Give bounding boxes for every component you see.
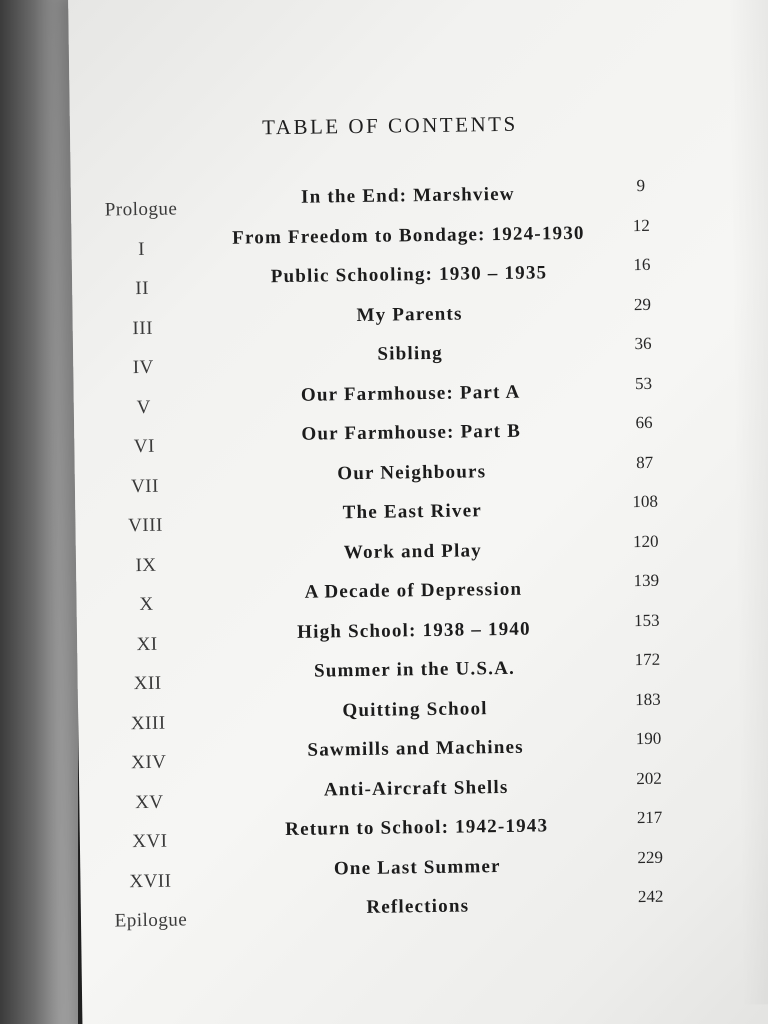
chapter-number: VII xyxy=(130,475,160,497)
chapter-number: XIII xyxy=(130,712,166,734)
page-number: 53 xyxy=(634,373,653,393)
chapter-title: Our Neighbours xyxy=(337,460,487,484)
page-number: 87 xyxy=(636,452,654,472)
page-number: 229 xyxy=(637,847,664,867)
chapter-number: I xyxy=(138,238,146,260)
page-number: 190 xyxy=(635,728,662,749)
toc-entry xyxy=(101,886,721,940)
toc-list xyxy=(91,175,721,940)
chapter-number: X xyxy=(139,593,154,616)
page-number: 120 xyxy=(632,531,659,551)
page-number: 36 xyxy=(634,333,652,354)
chapter-number: XI xyxy=(136,633,158,655)
chapter-title: Sawmills and Machines xyxy=(307,736,524,761)
chapter-number: IV xyxy=(132,356,154,379)
page-number: 153 xyxy=(633,610,660,630)
page-number: 183 xyxy=(635,689,661,709)
page-number: 242 xyxy=(637,886,664,907)
chapter-title: High School: 1938 – 1940 xyxy=(297,618,531,643)
page-number: 16 xyxy=(633,254,651,275)
page-title: TABLE OF CONTENTS xyxy=(262,111,518,140)
chapter-number: XV xyxy=(134,791,164,813)
chapter-title: Public Schooling: 1930 – 1935 xyxy=(270,262,548,288)
page-number: 66 xyxy=(635,412,653,433)
book-page xyxy=(68,0,768,1024)
chapter-title: My Parents xyxy=(356,303,463,326)
chapter-title: Sibling xyxy=(377,342,443,365)
chapter-title: Reflections xyxy=(366,895,470,918)
chapter-title: The East River xyxy=(342,500,483,524)
chapter-number: VIII xyxy=(127,514,163,537)
chapter-number: XII xyxy=(133,672,162,695)
chapter-number: Epilogue xyxy=(114,909,188,932)
page-number: 9 xyxy=(636,175,646,196)
chapter-title: In the End: Marshview xyxy=(300,183,515,208)
chapter-number: XIV xyxy=(131,751,167,774)
chapter-title: Summer in the U.S.A. xyxy=(313,657,516,682)
chapter-title: Quitting School xyxy=(342,697,488,721)
book-page-edges xyxy=(0,0,78,1024)
page-number: 172 xyxy=(634,649,661,670)
chapter-title: A Decade of Depression xyxy=(304,578,523,603)
chapter-number: IX xyxy=(135,554,157,576)
chapter-title: Work and Play xyxy=(343,539,483,563)
chapter-number: XVI xyxy=(132,830,168,853)
chapter-title: From Freedom to Bondage: 1924-1930 xyxy=(232,222,585,249)
page-number: 29 xyxy=(633,294,652,314)
chapter-title: One Last Summer xyxy=(333,855,501,879)
page-number: 202 xyxy=(636,768,662,788)
chapter-number: V xyxy=(136,396,152,418)
page-number: 217 xyxy=(636,807,663,828)
chapter-number: Prologue xyxy=(104,198,178,221)
chapter-title: Our Farmhouse: Part B xyxy=(301,420,522,445)
chapter-number: III xyxy=(132,317,154,339)
page-number: 12 xyxy=(632,215,650,235)
chapter-number: II xyxy=(135,277,150,300)
chapter-title: Our Farmhouse: Part A xyxy=(300,381,521,406)
chapter-title: Anti-Aircraft Shells xyxy=(323,776,509,801)
page-number: 139 xyxy=(633,570,660,591)
chapter-number: XVII xyxy=(129,870,172,892)
page-number: 108 xyxy=(632,491,659,512)
chapter-number: VI xyxy=(133,435,156,458)
chapter-title: Return to School: 1942-1943 xyxy=(285,815,549,841)
page-shadow xyxy=(728,0,768,1005)
